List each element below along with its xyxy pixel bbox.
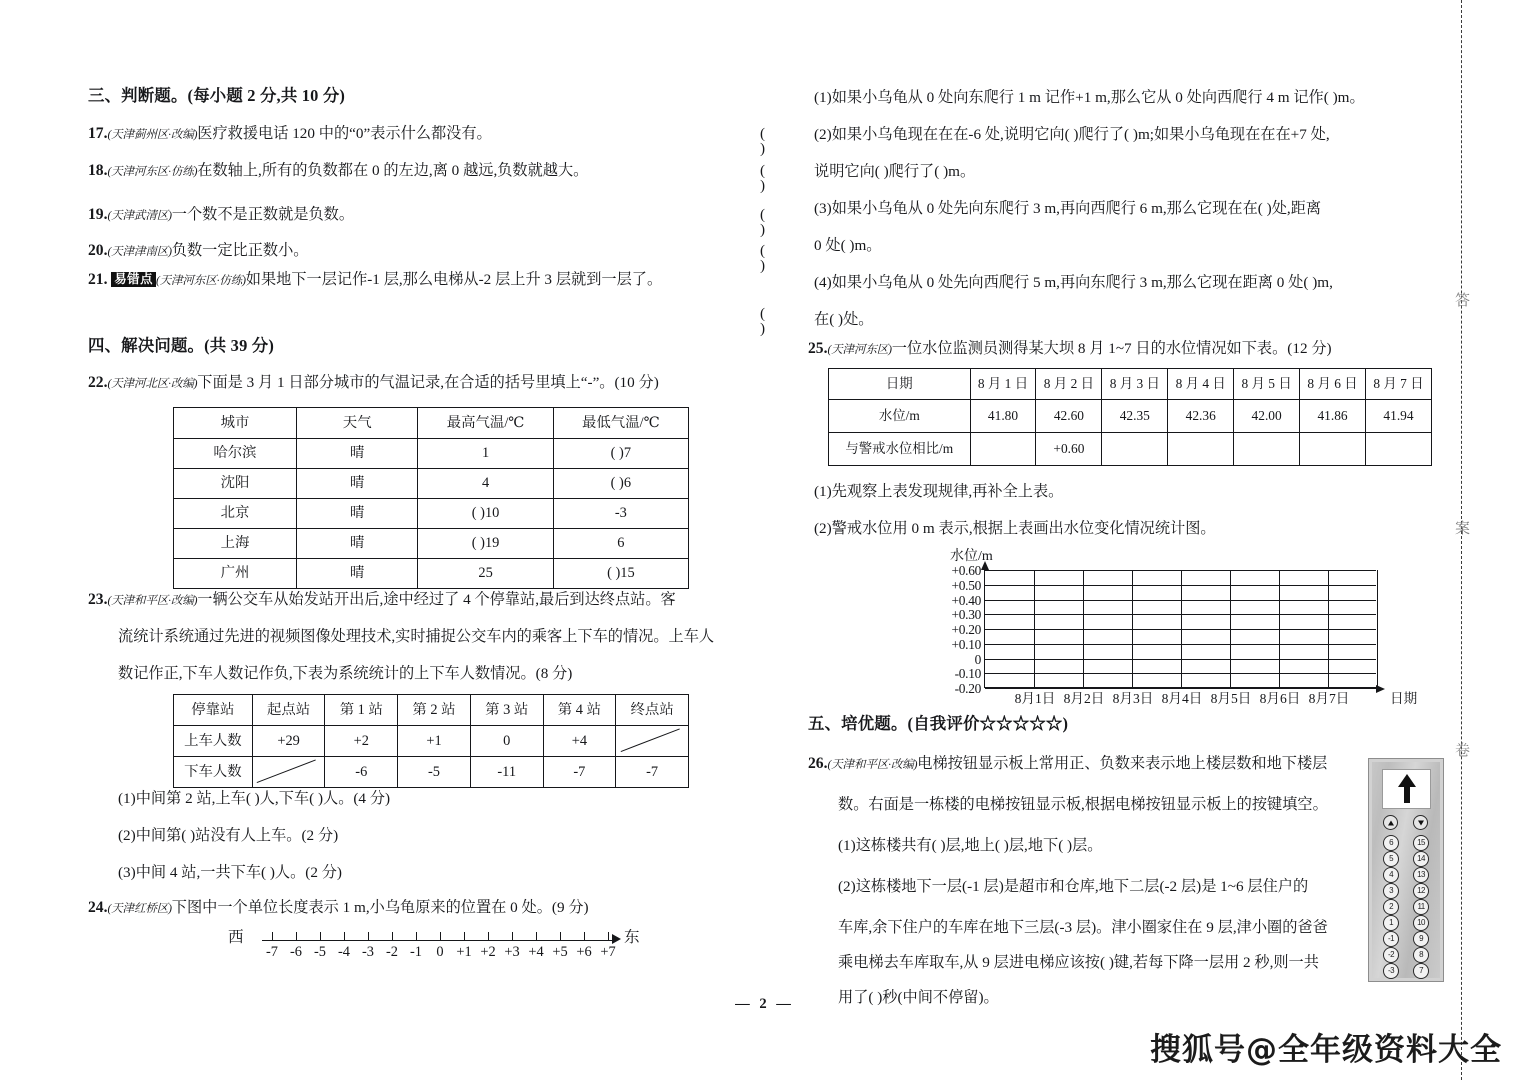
question-24-sub-1[interactable]: (1)如果小乌龟从 0 处向东爬行 1 m 记作+1 m,那么它从 0 处向西爬行 4 m 记作( )m。 — [814, 89, 1365, 106]
number-line-label: -4 — [338, 944, 350, 960]
number-line-figure — [220, 926, 690, 982]
cell-low-0[interactable]: ( )7 — [553, 439, 688, 469]
number-line-tick — [560, 932, 561, 941]
number-line-west-label: 西 — [228, 929, 244, 946]
cell-alight-3: -11 — [470, 757, 543, 788]
cell-board-1: +2 — [325, 726, 398, 757]
cut-line-divider — [1461, 0, 1462, 1080]
cell-weather-1: 晴 — [296, 469, 418, 499]
question-25-number: 25. — [808, 340, 828, 357]
question-17-number: 17. — [88, 125, 108, 142]
question-19-number: 19. — [88, 206, 108, 223]
chart-gridline-v — [1308, 570, 1350, 706]
elevator-button-panel — [1368, 758, 1444, 982]
table-row-vs-warning — [829, 433, 1432, 466]
question-19-answer-blank[interactable]: ( ) — [760, 206, 778, 239]
chart-y-tick-label: +0.30 — [951, 607, 981, 623]
question-26-source: (天津和平区·改编) — [827, 758, 918, 771]
chart-x-tick-label: 8月2日 — [1063, 691, 1105, 706]
question-21-answer-blank[interactable]: ( ) — [760, 305, 778, 338]
question-23-line-2 — [88, 629, 788, 644]
cell-low-3: 6 — [553, 529, 688, 559]
question-26-sub-2-line-1: (2)这栋楼地下一层(-1 层)是超市和仓库,地下二层(-2 层)是 1~6 层住户的 — [838, 878, 1309, 895]
elevator-floor-button-b3[interactable]: -3 — [1383, 963, 1399, 979]
number-line-label: -2 — [386, 944, 398, 960]
section-3-heading-row — [88, 88, 788, 104]
number-line-tick — [464, 932, 465, 941]
cell-alight-2: -5 — [398, 757, 471, 788]
cell-diff-3[interactable] — [1168, 433, 1234, 466]
number-line-tick — [584, 932, 585, 941]
question-26-sub-2-line-4[interactable]: 用了( )秒(中间不停留)。 — [838, 989, 999, 1006]
chart-y-tick-label: +0.60 — [951, 563, 981, 579]
question-22-number: 22. — [88, 374, 108, 391]
table-row — [174, 559, 689, 589]
cell-level-2: 42.35 — [1102, 400, 1168, 433]
number-line-east-arrow-icon — [612, 934, 621, 944]
elevator-floor-button-4[interactable]: 4 — [1383, 867, 1399, 883]
col-header-high-temp: 最高气温/℃ — [418, 408, 553, 439]
elevator-floor-button-14[interactable]: 14 — [1413, 851, 1429, 867]
col-header-terminus: 终点站 — [616, 695, 689, 726]
question-22-text: 下面是 3 月 1 日部分城市的气温记录,在合适的括号里填上“-”。(10 分) — [197, 374, 659, 391]
chart-gridline-v — [1210, 570, 1252, 706]
chart-y-tick-label: +0.40 — [951, 592, 981, 608]
elevator-call-down-button[interactable] — [1413, 815, 1428, 830]
chart-gridline-h — [954, 681, 1376, 697]
chart-gridline-v — [1063, 570, 1105, 706]
chart-plot-area[interactable] — [951, 563, 1418, 706]
cell-high-3[interactable]: ( )19 — [418, 529, 553, 559]
cell-board-3: 0 — [470, 726, 543, 757]
elevator-floor-button-10[interactable]: 10 — [1413, 915, 1429, 931]
col-header-weather: 天气 — [296, 408, 418, 439]
cell-alight-start-empty — [252, 757, 325, 788]
col-header-aug-5: 8 月 5 日 — [1234, 369, 1300, 400]
question-18 — [88, 162, 788, 195]
question-20-number: 20. — [88, 242, 108, 259]
cell-weather-4: 晴 — [296, 559, 418, 589]
col-header-start: 起点站 — [252, 695, 325, 726]
table-row — [174, 439, 689, 469]
cell-board-2: +1 — [398, 726, 471, 757]
question-17-text: 医疗救援电话 120 中的“0”表示什么都没有。 — [197, 125, 492, 142]
question-24 — [88, 900, 788, 916]
question-20-source: (天津津南区) — [107, 245, 172, 258]
cell-alight-4: -7 — [543, 757, 616, 788]
chart-y-tick-label: -0.20 — [954, 681, 981, 697]
question-24-source: (天津红桥区) — [107, 902, 172, 915]
number-line-tick — [512, 932, 513, 941]
question-25 — [808, 341, 1448, 357]
cell-level-4: 42.00 — [1234, 400, 1300, 433]
cell-low-4[interactable]: ( )15 — [553, 559, 688, 589]
question-18-answer-blank[interactable]: ( ) — [760, 162, 778, 195]
elevator-floor-button-11[interactable]: 11 — [1413, 899, 1429, 915]
elevator-floor-button-b2[interactable]: -2 — [1383, 947, 1399, 963]
number-line-tick — [392, 932, 393, 941]
watermark-suffix: 全年级资料大全 — [1278, 1032, 1502, 1068]
bus-passenger-table — [173, 694, 689, 788]
question-23-line-3 — [88, 666, 788, 681]
elevator-floor-button-9[interactable]: 9 — [1413, 931, 1429, 947]
question-25-sub-1: (1)先观察上表发现规律,再补全上表。 — [814, 483, 1064, 500]
elevator-floor-button-1[interactable]: 1 — [1383, 915, 1399, 931]
cell-weather-2: 晴 — [296, 499, 418, 529]
number-line-tick — [608, 932, 609, 941]
cell-city-3: 上海 — [174, 529, 297, 559]
question-23-sub-1[interactable]: (1)中间第 2 站,上车( )人,下车( )人。(4 分) — [118, 790, 391, 807]
elevator-floor-button-15[interactable]: 15 — [1413, 835, 1429, 851]
cell-low-1[interactable]: ( )6 — [553, 469, 688, 499]
col-header-stop-4: 第 4 站 — [543, 695, 616, 726]
table-row — [174, 469, 689, 499]
number-line-label: -6 — [290, 944, 302, 960]
row-label-water-level: 水位/m — [829, 400, 971, 433]
cell-level-1: 42.60 — [1036, 400, 1102, 433]
water-level-table — [828, 368, 1432, 466]
chart-x-tick-label: 8月5日 — [1210, 691, 1252, 706]
cell-weather-0: 晴 — [296, 439, 418, 469]
elevator-floor-button-3[interactable]: 3 — [1383, 883, 1399, 899]
number-line-label: +4 — [528, 944, 544, 960]
row-label-vs-warning: 与警戒水位相比/m — [829, 433, 971, 466]
cell-alight-5: -7 — [616, 757, 689, 788]
cell-board-4: +4 — [543, 726, 616, 757]
question-21-text: 如果地下一层记作-1 层,那么电梯从-2 层上升 3 层就到一层了。 — [245, 271, 663, 288]
chart-x-tick-label: 8月7日 — [1308, 691, 1350, 706]
chart-gridline-v — [1259, 570, 1301, 706]
chart-gridline-v — [1112, 570, 1154, 706]
number-line-label: 0 — [436, 944, 444, 960]
question-26-line-2: 数。右面是一栋楼的电梯按钮显示板,根据电梯按钮显示板上的按键填空。 — [838, 796, 1328, 813]
cell-level-3: 42.36 — [1168, 400, 1234, 433]
row-label-boarding: 上车人数 — [174, 726, 253, 757]
elevator-display-screen — [1382, 769, 1431, 809]
question-24-number: 24. — [88, 899, 108, 916]
question-24-sub-2b[interactable]: 说明它向( )爬行了( )m。 — [814, 163, 976, 180]
elevator-floor-button-13[interactable]: 13 — [1413, 867, 1429, 883]
chart-gridline-v — [1161, 570, 1203, 706]
water-level-chart — [894, 549, 1418, 712]
question-18-text: 在数轴上,所有的负数都在 0 的左边,离 0 越远,负数就越大。 — [197, 162, 589, 179]
question-19 — [88, 206, 788, 239]
chart-y-tick-label: -0.10 — [954, 666, 981, 682]
question-23-number: 23. — [88, 591, 108, 608]
col-header-low-temp: 最低气温/℃ — [553, 408, 688, 439]
number-line-label: +3 — [504, 944, 520, 960]
elevator-call-up-button[interactable] — [1383, 815, 1398, 830]
chart-gridline-v — [1377, 570, 1378, 688]
question-24-sub-3[interactable]: (3)如果小乌龟从 0 处先向东爬行 3 m,再向西爬行 6 m,那么它现在在( )处,距离 — [814, 200, 1322, 217]
question-19-text: 一个数不是正数就是负数。 — [171, 206, 355, 223]
cell-level-0: 41.80 — [970, 400, 1036, 433]
cell-alight-1: -6 — [325, 757, 398, 788]
table-row — [174, 499, 689, 529]
col-header-aug-2: 8 月 2 日 — [1036, 369, 1102, 400]
cell-high-4: 25 — [418, 559, 553, 589]
number-line-axis — [262, 940, 614, 941]
number-line-label: +7 — [600, 944, 616, 960]
question-26-sub-1[interactable]: (1)这栋楼共有( )层,地上( )层,地下( )层。 — [838, 837, 1103, 854]
number-line-tick — [296, 932, 297, 941]
cell-low-2: -3 — [553, 499, 688, 529]
number-line-east-label: 东 — [624, 929, 640, 946]
chart-y-tick-label: +0.20 — [951, 622, 981, 638]
question-24-sub-2[interactable]: (2)如果小乌龟现在在在-6 处,说明它向( )爬行了( )m;如果小乌龟现在在在+7 处, — [814, 126, 1330, 143]
chart-y-tick-label: 0 — [974, 651, 981, 667]
number-line-label: -1 — [410, 944, 422, 960]
elevator-floor-button-2[interactable]: 2 — [1383, 899, 1399, 915]
question-26-number: 26. — [808, 755, 828, 772]
cell-city-2: 北京 — [174, 499, 297, 529]
col-header-stop-1: 第 1 站 — [325, 695, 398, 726]
number-line-label: +2 — [480, 944, 496, 960]
number-line-tick — [416, 932, 417, 941]
watermark — [1150, 1024, 1502, 1069]
cell-level-5: 41.86 — [1300, 400, 1366, 433]
chart-x-tick-label: 8月1日 — [1014, 691, 1056, 706]
cell-city-1: 沈阳 — [174, 469, 297, 499]
question-23-line-1 — [88, 592, 788, 608]
chart-x-tick-label: 8月6日 — [1259, 691, 1301, 706]
chart-x-axis-title: 日期 — [1390, 691, 1418, 706]
question-24-sub-3b[interactable]: 0 处( )m。 — [814, 237, 882, 254]
question-20-answer-blank[interactable]: ( ) — [760, 242, 778, 275]
cell-high-0: 1 — [418, 439, 553, 469]
question-23-text-3: 数记作正,下车人数记作负,下表为系统统计的上下车人数情况。(8 分) — [118, 665, 573, 682]
chart-gridline-v — [1014, 570, 1056, 706]
table-header-row — [174, 408, 689, 439]
question-17-answer-blank[interactable]: ( ) — [760, 125, 778, 158]
section-4-heading-row — [88, 338, 274, 354]
question-26-text-1: 电梯按钮显示板上常用正、负数来表示地上楼层数和地下楼层 — [917, 755, 1328, 772]
number-line-label: -3 — [362, 944, 374, 960]
number-line-label: -7 — [266, 944, 278, 960]
chart-x-tick-label: 8月3日 — [1112, 691, 1154, 706]
cell-diff-0[interactable] — [970, 433, 1036, 466]
number-line-tick — [272, 932, 273, 941]
watermark-prefix: 搜狐号 — [1150, 1032, 1246, 1068]
elevator-floor-button-7[interactable]: 7 — [1413, 963, 1429, 979]
question-24-text: 下图中一个单位长度表示 1 m,小乌龟原来的位置在 0 处。(9 分) — [171, 899, 589, 916]
question-18-number: 18. — [88, 162, 108, 179]
cell-board-0: +29 — [252, 726, 325, 757]
question-23-text-1: 一辆公交车从始发站开出后,途中经过了 4 个停靠站,最后到达终点站。客 — [197, 591, 676, 608]
question-17 — [88, 125, 788, 158]
section-5-heading: 五、培优题。(自我评价☆☆☆☆☆) — [808, 714, 1069, 733]
col-header-city: 城市 — [174, 408, 297, 439]
cell-city-4: 广州 — [174, 559, 297, 589]
cell-high-1: 4 — [418, 469, 553, 499]
question-23-sub-2[interactable]: (2)中间第( )站没有人上车。(2 分) — [118, 827, 339, 844]
table-row-alighting — [174, 757, 689, 788]
margin-mark-2: 案 — [1453, 520, 1469, 535]
table-row-boarding — [174, 726, 689, 757]
question-23-sub-3[interactable]: (3)中间 4 站,一共下车( )人。(2 分) — [118, 864, 342, 881]
question-26-line-1 — [808, 756, 1368, 772]
question-19-source: (天津武清区) — [107, 209, 172, 222]
table-row — [174, 529, 689, 559]
chart-x-tick-label: 8月4日 — [1161, 691, 1203, 706]
cell-diff-2[interactable] — [1102, 433, 1168, 466]
elevator-floor-button-5[interactable]: 5 — [1383, 851, 1399, 867]
number-line-label: +5 — [552, 944, 568, 960]
row-label-alighting: 下车人数 — [174, 757, 253, 788]
number-line-tick — [368, 932, 369, 941]
question-20-text: 负数一定比正数小。 — [171, 242, 309, 259]
number-line-label: -5 — [314, 944, 326, 960]
page-number: — 2 — — [735, 996, 794, 1012]
cell-level-6: 41.94 — [1365, 400, 1431, 433]
cell-diff-6[interactable] — [1365, 433, 1431, 466]
chart-y-axis-title: 水位/m — [950, 549, 993, 564]
col-header-stop-3: 第 3 站 — [470, 695, 543, 726]
col-header-aug-6: 8 月 6 日 — [1300, 369, 1366, 400]
elevator-floor-button-6[interactable]: 6 — [1383, 835, 1399, 851]
elevator-floor-button-8[interactable]: 8 — [1413, 947, 1429, 963]
col-header-aug-3: 8 月 3 日 — [1102, 369, 1168, 400]
question-24-sub-4b[interactable]: 在( )处。 — [814, 311, 874, 328]
question-25-sub-2: (2)警戒水位用 0 m 表示,根据上表画出水位变化情况统计图。 — [814, 520, 1216, 537]
question-17-source: (天津蓟州区·改编) — [107, 128, 198, 141]
cell-high-2[interactable]: ( )10 — [418, 499, 553, 529]
col-header-date: 日期 — [829, 369, 971, 400]
number-line-label: +1 — [456, 944, 472, 960]
question-18-source: (天津河东区·仿练) — [107, 165, 198, 178]
elevator-floor-button-12[interactable]: 12 — [1413, 883, 1429, 899]
number-line-label: +6 — [576, 944, 592, 960]
number-line-tick — [488, 932, 489, 941]
col-header-aug-7: 8 月 7 日 — [1365, 369, 1431, 400]
question-26-sub-2-line-3[interactable]: 乘电梯去车库取车,从 9 层进电梯应该按( )键,若每下降一层用 2 秒,则一共 — [838, 954, 1319, 971]
number-line-tick — [536, 932, 537, 941]
temperature-table — [173, 407, 689, 589]
chart-y-tick-label: +0.50 — [951, 577, 981, 593]
section-3-heading: 三、判断题。(每小题 2 分,共 10 分) — [88, 86, 346, 105]
number-line-tick — [440, 932, 441, 941]
question-21 — [88, 272, 788, 288]
section-4-heading: 四、解决问题。(共 39 分) — [88, 336, 275, 355]
question-21-source: (天津河东区·仿练) — [155, 274, 246, 287]
chart-y-tick-label: +0.10 — [951, 636, 981, 652]
cell-weather-3: 晴 — [296, 529, 418, 559]
table-header-row — [174, 695, 689, 726]
table-row-water-level — [829, 400, 1432, 433]
cell-diff-1[interactable]: +0.60 — [1036, 433, 1102, 466]
question-22-source: (天津河北区·改编) — [107, 377, 198, 390]
question-24-sub-4[interactable]: (4)如果小乌龟从 0 处先向西爬行 5 m,再向东爬行 3 m,那么它现在距离 0 处( )m, — [814, 274, 1333, 291]
question-25-source: (天津河东区) — [827, 343, 892, 356]
chart-y-axis-arrow-icon — [981, 561, 989, 570]
number-line-tick — [344, 932, 345, 941]
cell-board-terminus-empty — [616, 726, 689, 757]
table-header-row — [829, 369, 1432, 400]
cell-diff-5[interactable] — [1300, 433, 1366, 466]
margin-mark-1: 答 — [1453, 292, 1469, 307]
col-header-stop: 停靠站 — [174, 695, 253, 726]
question-22 — [88, 375, 788, 391]
question-20 — [88, 242, 788, 275]
col-header-aug-1: 8 月 1 日 — [970, 369, 1036, 400]
number-line-tick — [320, 932, 321, 941]
cell-diff-4[interactable] — [1234, 433, 1300, 466]
question-26-sub-2-line-2: 车库,余下住户的车库在地下三层(-3 层)。津小圈家住在 9 层,津小圈的爸爸 — [838, 919, 1328, 936]
question-21-number: 21. — [88, 271, 108, 288]
margin-mark-3: 卷 — [1453, 742, 1469, 757]
cell-city-0: 哈尔滨 — [174, 439, 297, 469]
watermark-at-symbol: @ — [1246, 1032, 1278, 1068]
error-prone-badge: 易错点 — [111, 272, 156, 287]
question-25-text: 一位水位监测员测得某大坝 8 月 1~7 日的水位情况如下表。(12 分) — [891, 340, 1332, 357]
col-header-aug-4: 8 月 4 日 — [1168, 369, 1234, 400]
question-23-source: (天津和平区·改编) — [107, 594, 198, 607]
question-23-text-2: 流统计系统通过先进的视频图像处理技术,实时捕捉公交车内的乘客上下车的情况。上车人 — [118, 628, 715, 645]
elevator-floor-button-b1[interactable]: -1 — [1383, 931, 1399, 947]
col-header-stop-2: 第 2 站 — [398, 695, 471, 726]
